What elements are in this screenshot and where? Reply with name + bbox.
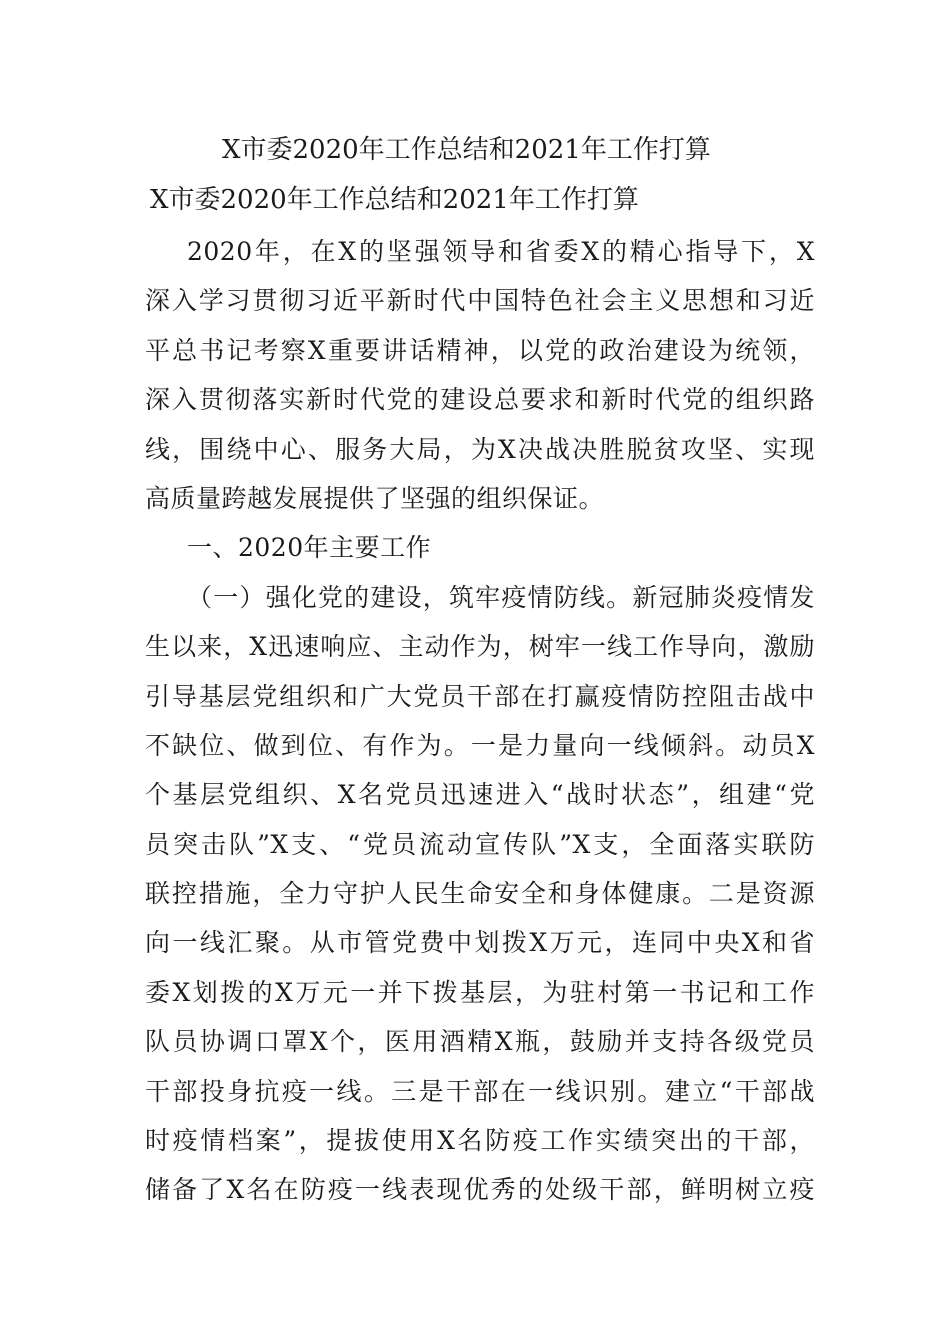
document-subtitle: X市委2020年工作总结和2021年工作打算 [150,185,639,215]
body-line: 时疫情档案”，提拔使用X名防疫工作实绩突出的干部， [145,1126,815,1156]
document-title: X市委2020年工作总结和2021年工作打算 [222,135,711,165]
section-heading: 一、2020年主要工作 [187,533,432,563]
body-line: 个基层党组织、X名党员迅速进入“战时状态”，组建“党 [145,780,815,810]
body-line: 生以来，X迅速响应、主动作为，树牢一线工作导向，激励 [145,632,815,662]
body-line: 向一线汇聚。从市管党费中划拨X万元，连同中央X和省 [145,928,815,958]
body-line: 引导基层党组织和广大党员干部在打赢疫情防控阻击战中 [145,681,815,711]
body-line: 不缺位、做到位、有作为。一是力量向一线倾斜。动员X [145,730,815,760]
body-line: （一）强化党的建设，筑牢疫情防线。新冠肺炎疫情发 [187,582,815,612]
body-line: 深入学习贯彻习近平新时代中国特色社会主义思想和习近 [145,286,815,316]
body-line: 干部投身抗疫一线。三是干部在一线识别。建立“干部战 [145,1076,815,1106]
body-line: 线，围绕中心、服务大局，为X决战决胜脱贫攻坚、实现 [145,434,815,464]
body-line: 高质量跨越发展提供了坚强的组织保证。 [145,483,605,513]
body-line: 委X划拨的X万元一并下拨基层，为驻村第一书记和工作 [145,977,815,1007]
body-line: 平总书记考察X重要讲话精神，以党的政治建设为统领， [145,335,815,365]
body-line: 2020年，在X的坚强领导和省委X的精心指导下，X [187,237,815,266]
document-body [145,227,815,1215]
body-line: 队员协调口罩X个，医用酒精X瓶，鼓励并支持各级党员 [145,1027,815,1057]
body-line: 联控措施，全力守护人民生命安全和身体健康。二是资源 [145,879,815,909]
body-line: 深入贯彻落实新时代党的建设总要求和新时代党的组织路 [145,385,815,415]
body-line: 储备了X名在防疫一线表现优秀的处级干部，鲜明树立疫 [145,1175,815,1205]
body-line: 员突击队”X支、“党员流动宣传队”X支，全面落实联防 [145,829,815,859]
